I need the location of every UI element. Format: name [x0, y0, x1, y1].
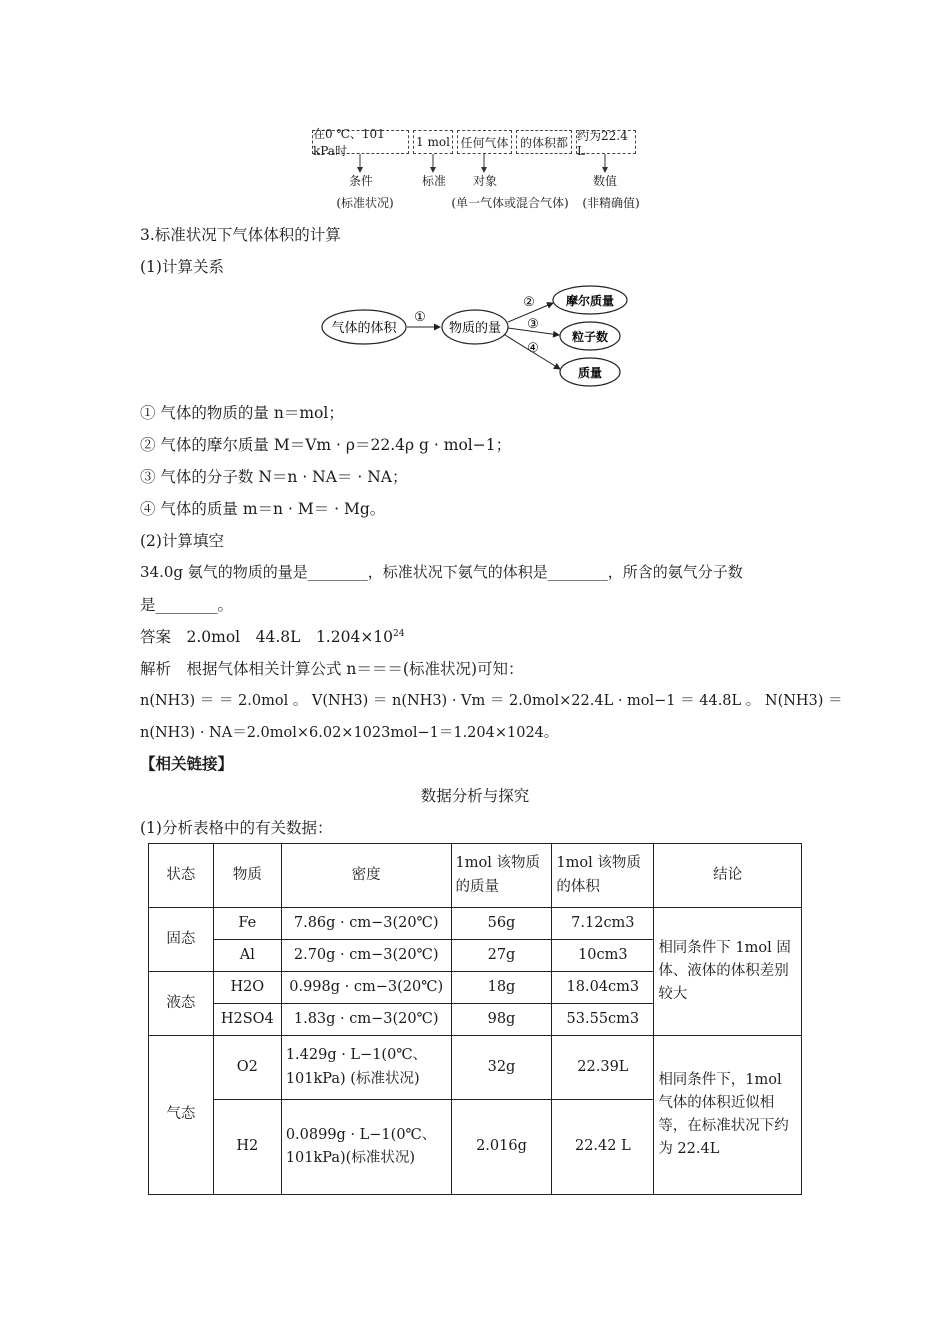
- table-header-row: [149, 844, 802, 908]
- answer: [140, 625, 404, 647]
- density-cell: 7.86g · cm−3(20℃): [281, 908, 451, 940]
- volume-cell: 53.55cm3: [552, 1004, 654, 1036]
- table-row: [149, 1036, 802, 1100]
- substance-cell: H2O: [213, 972, 281, 1004]
- node-amount-label: 物质的量: [448, 321, 502, 336]
- label-condition: 条件: [348, 174, 373, 188]
- density-cell: 0.998g · cm−3(20℃): [281, 972, 451, 1004]
- node-molar-mass-label: 摩尔质量: [565, 294, 615, 308]
- standard-box: [413, 130, 453, 154]
- state-cell: 气态: [149, 1036, 214, 1195]
- question-line-1: 34.0g 氨气的物质的量是________，标准状况下氨气的体积是________，所含的氨气分子数: [140, 563, 743, 581]
- arrow-3-label: ③: [527, 317, 539, 332]
- substance-cell: Fe: [213, 908, 281, 940]
- node-mass-label: 质量: [577, 366, 603, 380]
- verb-box-text: 的体积都: [519, 135, 568, 150]
- header-state: 状态: [149, 844, 214, 908]
- standard-box-text: 1 mol: [416, 135, 450, 149]
- section-heading: 3.标准状况下气体体积的计算: [140, 226, 341, 244]
- answer-text: 答案 2.0mol 44.8L 1.204×10: [140, 628, 394, 646]
- label-value: 数值: [592, 174, 617, 188]
- label-standard: 标准: [421, 174, 446, 188]
- node-gas-volume-label: 气体的体积: [331, 321, 397, 336]
- sublabel-object: (单一气体或混合气体): [451, 196, 569, 210]
- volume-cell: 10cm3: [552, 940, 654, 972]
- related-links-tag: 【相关链接】: [140, 754, 234, 773]
- mass-cell: 98g: [451, 1004, 552, 1036]
- formula-4: ④ 气体的质量 m＝n · M＝ · Mg。: [140, 500, 386, 518]
- calc-line-2: n(NH3) · NA＝2.0mol×6.02×1023mol−1＝1.204×1024。: [140, 725, 559, 741]
- density-cell: 1.83g · cm−3(20℃): [281, 1004, 451, 1036]
- substance-cell: O2: [213, 1036, 281, 1100]
- conclusion-cell: 相同条件下 1mol 固体、液体的体积差别较大: [654, 908, 802, 1036]
- relation-diagram: [320, 284, 630, 390]
- table-row: [149, 908, 802, 940]
- mass-cell: 2.016g: [451, 1100, 552, 1195]
- value-box: [576, 128, 636, 158]
- question-line-2: 是________。: [140, 596, 234, 614]
- volume-cell: 18.04cm3: [552, 972, 654, 1004]
- sublabel-condition: (标准状况): [336, 196, 394, 210]
- substance-cell: H2: [213, 1100, 281, 1195]
- volume-cell: 22.42 L: [552, 1100, 654, 1195]
- calc-line-1: n(NH3) ＝ ＝ 2.0mol 。 V(NH3) ＝ n(NH3) · Vm ＝ 2.0mol×22.4L · mol−1 ＝ 44.8L 。 N(NH3) ＝: [140, 693, 843, 709]
- formula-3: ③ 气体的分子数 N＝n · NA＝ · NA；: [140, 468, 408, 486]
- arrow-2-label: ②: [523, 295, 535, 310]
- condition-box-text: 在0 ℃、101 kPa时: [313, 127, 385, 158]
- answer-exponent: 24: [393, 628, 405, 639]
- density-cell: 2.70g · cm−3(20℃): [281, 940, 451, 972]
- header-molar-volume: 1mol 该物质的体积: [552, 844, 654, 908]
- verb-box: [516, 130, 572, 154]
- density-cell: 1.429g · L−1(0℃、101kPa) (标准状况): [281, 1036, 451, 1100]
- analysis: 解析 根据气体相关计算公式 n＝＝＝(标准状况)可知：: [140, 660, 524, 678]
- state-cell: 固态: [149, 908, 214, 972]
- arrow-4-label: ④: [527, 341, 539, 356]
- header-density: 密度: [281, 844, 451, 908]
- header-molar-mass: 1mol 该物质的质量: [451, 844, 552, 908]
- volume-cell: 7.12cm3: [552, 908, 654, 940]
- table-title: 数据分析与探究: [420, 787, 530, 805]
- data-table: [148, 843, 802, 1195]
- label-object: 对象: [472, 174, 497, 188]
- state-cell: 液态: [149, 972, 214, 1036]
- substance-cell: H2SO4: [213, 1004, 281, 1036]
- mass-cell: 32g: [451, 1036, 552, 1100]
- density-cell: 0.0899g · L−1(0℃、101kPa)(标准状况): [281, 1100, 451, 1195]
- volume-cell: 22.39L: [552, 1036, 654, 1100]
- formula-1: ① 气体的物质的量 n＝mol；: [140, 404, 344, 422]
- subheading-fill: (2)计算填空: [140, 532, 224, 550]
- node-particles-label: 粒子数: [571, 330, 609, 344]
- mass-cell: 27g: [451, 940, 552, 972]
- table-intro: (1)分析表格中的有关数据：: [140, 819, 333, 837]
- sublabel-value: (非精确值): [582, 196, 640, 210]
- substance-cell: Al: [213, 940, 281, 972]
- conclusion-cell: 相同条件下，1mol 气体的体积近似相等，在标准状况下约为 22.4L: [654, 1036, 802, 1195]
- header-conclusion: 结论: [654, 844, 802, 908]
- mass-cell: 56g: [451, 908, 552, 940]
- formula-2: ② 气体的摩尔质量 M＝Vm · ρ＝22.4ρ g · mol−1；: [140, 436, 512, 454]
- condition-box: [312, 127, 409, 158]
- object-box-text: 任何气体: [460, 135, 509, 150]
- mass-cell: 18g: [451, 972, 552, 1004]
- object-box: [457, 130, 512, 154]
- value-box-text: 约为22.4 L: [577, 128, 628, 158]
- header-substance: 物质: [213, 844, 281, 908]
- subheading-relation: (1)计算关系: [140, 258, 224, 276]
- arrow-1-label: ①: [414, 310, 426, 325]
